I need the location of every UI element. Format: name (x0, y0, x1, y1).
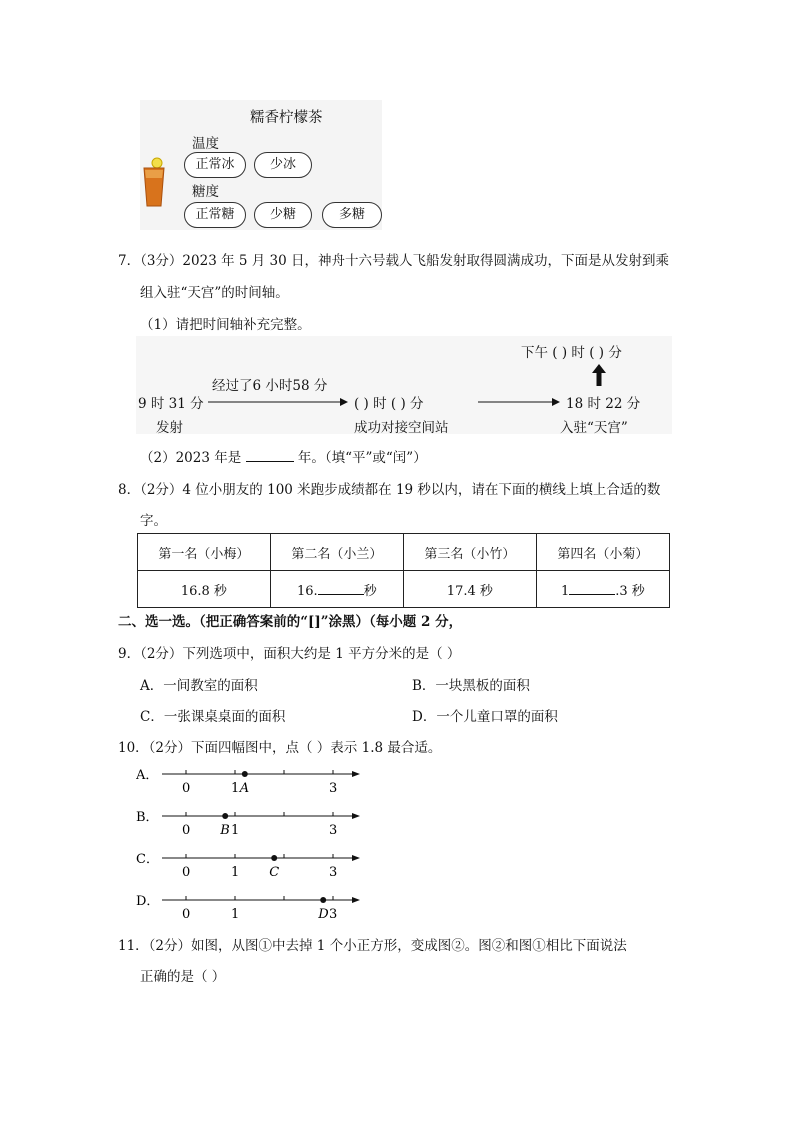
arrow-2 (478, 396, 560, 411)
point-label-b: B (220, 823, 230, 838)
header-second: 第二名（小兰） (270, 534, 403, 571)
q7-stem-line2: 组入驻“天宫”的时间轴。 (140, 285, 289, 301)
sweetness-label: 糖度 (192, 184, 219, 200)
tick-label: 3 (329, 781, 338, 796)
end-time: 18 时 22 分 (566, 396, 641, 412)
q7-sub2-suffix: 年。（填“平”或“闰”） (297, 450, 427, 466)
q9-option-a[interactable]: A．一间教室的面积 (140, 678, 258, 694)
q7-sub2-prefix: （2）2023 年是 (140, 450, 242, 466)
fourth-blank[interactable] (569, 594, 615, 595)
q7-sub2 (140, 446, 427, 466)
point-label-a: A (239, 781, 250, 796)
cell-first: 16.8 秒 (138, 571, 271, 608)
tea-title: 糯香柠檬茶 (250, 110, 323, 126)
cell-second-suffix: 秒 (363, 583, 377, 599)
cell-second-prefix: 16. (297, 583, 318, 599)
tick-label: 1 (231, 823, 240, 838)
arrow-1 (208, 396, 348, 411)
q9-option-d[interactable]: D．一个儿童口罩的面积 (412, 709, 558, 725)
number-line-options (136, 766, 376, 926)
cell-fourth (536, 571, 669, 608)
tick-label: 0 (182, 907, 191, 922)
tick-label: 3 (329, 907, 338, 922)
axis-arrowhead (352, 897, 360, 903)
number-lines-svg (136, 766, 376, 926)
tick-label: 0 (182, 781, 191, 796)
second-blank[interactable] (318, 594, 364, 595)
timeline-figure (136, 336, 672, 434)
point-a (242, 771, 248, 777)
option-more-sugar[interactable]: 多糖 (322, 202, 382, 228)
start-label: 发射 (156, 420, 183, 436)
point-label-c: C (269, 865, 280, 880)
q7-stem-line1: 7．（3分）2023 年 5 月 30 日，神舟十六号载人飞船发射取得圆满成功，下面是从发射到乘 (118, 253, 670, 269)
tick-label: 0 (182, 823, 191, 838)
header-first: 第一名（小梅） (138, 534, 271, 571)
q10-stem: 10．（2分）下面四幅图中，点（ ）表示 1.8 最合适。 (118, 740, 442, 756)
point-b (222, 813, 228, 819)
tea-cup-image (142, 156, 166, 208)
point-d (320, 897, 326, 903)
cell-third: 17.4 秒 (403, 571, 536, 608)
axis-arrowhead (352, 813, 360, 819)
mid-time: ( ) 时 ( ) 分 (354, 396, 424, 412)
race-results-table (137, 533, 670, 608)
cell-second (270, 571, 403, 608)
up-arrow-icon (592, 364, 606, 390)
point-label-d: D (318, 907, 329, 922)
q9-option-b[interactable]: B．一块黑板的面积 (412, 678, 530, 694)
duration-label: 经过了6 小时58 分 (212, 378, 328, 394)
row-label-c[interactable]: C． (136, 852, 159, 867)
mid-label: 成功对接空间站 (354, 420, 449, 436)
q11-stem-line2: 正确的是（ ） (140, 969, 226, 985)
q8-stem-line2: 字。 (140, 513, 167, 529)
row-label-a[interactable]: A． (136, 768, 159, 783)
timeline-top-right: 下午 ( ) 时 ( ) 分 (521, 345, 622, 361)
tick-label: 1 (231, 907, 240, 922)
axis-arrowhead (352, 771, 360, 777)
option-normal-sugar[interactable]: 正常糖 (184, 202, 246, 228)
tick-label: 0 (182, 865, 191, 880)
q9-stem: 9．（2分）下列选项中，面积大约是 1 平方分米的是（ ） (118, 646, 461, 662)
q11-stem-line1: 11．（2分）如图，从图①中去掉 1 个小正方形，变成图②。图②和图①相比下面说法 (118, 938, 627, 954)
section-2-title: 二、选一选。（把正确答案前的“[]”涂黑）（每小题 2 分， (118, 614, 463, 630)
tick-label: 3 (329, 823, 338, 838)
row-label-b[interactable]: B． (136, 810, 159, 825)
start-time: 9 时 31 分 (138, 396, 204, 412)
tick-label: 1 (231, 865, 240, 880)
table-row (138, 571, 670, 608)
cell-fourth-prefix: 1 (560, 583, 570, 599)
q7-sub1: （1）请把时间轴补充完整。 (140, 317, 311, 333)
axis-arrowhead (352, 855, 360, 861)
temperature-label: 温度 (192, 136, 219, 152)
point-c (271, 855, 277, 861)
table-header-row (138, 534, 670, 571)
q9-option-c[interactable]: C．一张课桌桌面的面积 (140, 709, 286, 725)
header-third: 第三名（小竹） (403, 534, 536, 571)
header-fourth: 第四名（小菊） (536, 534, 669, 571)
option-normal-ice[interactable]: 正常冰 (184, 152, 246, 178)
tea-menu-card (140, 100, 382, 230)
cell-fourth-suffix: .3 秒 (615, 583, 645, 599)
row-label-d[interactable]: D． (136, 894, 160, 909)
end-label: 入驻“天宫” (560, 420, 628, 436)
tick-label: 3 (329, 865, 338, 880)
option-less-sugar[interactable]: 少糖 (254, 202, 312, 228)
year-type-blank[interactable] (246, 461, 294, 462)
tick-label: 1 (231, 781, 240, 796)
option-less-ice[interactable]: 少冰 (254, 152, 312, 178)
q8-stem-line1: 8．（2分）4 位小朋友的 100 米跑步成绩都在 19 秒以内，请在下面的横线上填上合适的数 (118, 482, 661, 498)
